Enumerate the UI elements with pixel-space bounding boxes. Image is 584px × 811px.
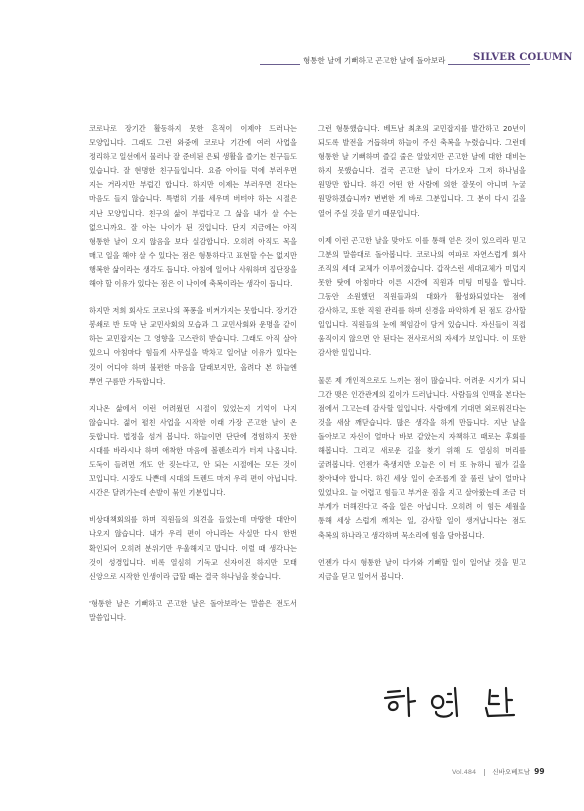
paragraph: 물론 제 개인적으로도 느끼는 점이 많습니다. 어려운 시기가 되니 그간 맺은 인간관계의 깊이가 드러납니다. 사람들의 인맥을 본다는 점에서 그고는데 감사할 일입니다. 사람에게 기대면 외로워진다는 것을 새삼 깨닫습니다. 많은 생각을 하게 만듭니다. 지난 날을 돌아보고 자신이 얼마나 바보 같았는지 자책하고 때로는 후회를 해봅니다. 그리고 새로운 길을 찾기 위해 도 열심히 머리를 굴려봅니다. 언젠가 축생지만 오늘은 이 터 또 뉴하니 필가 길을 찾아내야 합니다. 하긴 세상 일이 순조롭게 잘 풀린 날이 얼마나 있었나요. 늘 어렵고 힘들고 부거운 짐을 지고 살아왔는데 조금 더 부게가 더해진다고 죽을 일은 아닙니다. 오히려 이 힘든 세월을 통해 세상 스럽게 깨치는 일, 감사할 일이 생겨납니다는 점도 축복의 하나라고 생각하며 묵소리에 힘을 담아봅니다. bbox=[318, 375, 526, 540]
magazine-name: 신바오베트남 bbox=[492, 768, 531, 776]
page-number: 99 bbox=[534, 767, 545, 776]
paragraph: 그런 형통했습니다. 베트남 최초의 교민잡지를 발간하고 20년이 되도록 발전을 거듭하며 하늘이 주신 축복을 누렸습니다. 그런데 형통한 날 기뻐하며 즐길 줄은 알았지만 곤고한 날에 대한 대비는 하지 못했습니다. 결국 곤고한 날이 다가오자 그저 하나님을 원망만 합니다. 하긴 어떤 한 사람에 의한 잘못이 아니며 누굴 원망하겠습니까? 변변한 게 바로 그분입니다. 그 분이 다시 길을 열어 주실 것을 믿기 때문입니다. bbox=[318, 124, 526, 218]
left-column bbox=[89, 122, 297, 638]
page-footer bbox=[452, 767, 545, 776]
paragraph: 언젠가 다시 형통한 날이 다가와 기뻐할 일이 일어날 것을 믿고 지금을 딛고 일어서 봅니다. bbox=[318, 557, 526, 581]
paragraph: 이제 이런 곤고한 날을 맞아도 이를 통해 얻은 것이 있으리라 믿고 그분의 말씀대로 돌아봅니다. 코로나의 여파로 자연스럽게 회사 조직의 세대 교체가 이루어졌습니다. 갑작스런 세대교체가 미덥지 못한 탓에 아침마다 이른 시간에 직원과 미팅 미팅을 합니다. 그동안 소원했던 직원들과의 대화가 활성화되었다는 점에 감사하고, 또한 직원 관리를 하며 신경을 파악하게 된 점도 감사할 일입니다. 직원들의 눈에 책임감이 담겨 있습니다. 자신들이 직접 움직이지 않으면 안 된다는 전사로서의 자세가 보입니다. 이 또한 감사한 일입니다. bbox=[318, 235, 526, 358]
paragraph: 비상대책회의를 하며 직원들의 의견을 들었는데 마땅한 대안이 나오지 않습니다. 내가 우리 편이 아니라는 사실만 다시 한번 확인되어 오히려 분위기만 우울해지고 맙니다. 이럴 때 생각나는 것이 성경입니다. 비록 열심히 기독교 신자이진 하지만 모태 신앙으로 시작한 인생이라 급할 때는 결국 하나님을 찾습니다. bbox=[89, 515, 297, 581]
section-brand: SILVER COLUMN bbox=[470, 52, 576, 63]
author-signature bbox=[378, 682, 538, 722]
paragraph: 지나온 삶에서 이런 어려웠던 시절이 있었는지 기억이 나지 않습니다. 젊어 펼친 사업을 시작한 이래 가장 곤고한 날이 온 듯합니다. 법정을 섬겨 봅니다. 하늘이면 단단에 경험하지 못한 시대를 바라시나 하며 애착한 마음에 볼렌소리가 터져 나옵니다. 도둑이 들려면 개도 안 짖는다고, 안 되는 시절에는 모든 것이 꼬입니다. 시장도 나쁜데 시대의 트렌드 마저 우리 편이 아닙니다. 시간은 달려가는데 손발이 묶인 기분입니다. bbox=[89, 403, 297, 498]
paragraph: 코로나로 장기간 활동하지 못한 흔적이 이제야 드러나는 모양입니다. 그래도 그런 와중에 코로나 기간에 여러 사업을 정리하고 일선에서 물러나 잘 준비된 은퇴 생활을 즐기는 친구들도 있습니다. 잘 현명한 친구들입니다. 요즘 아이들 덕에 부러우면 지는 거라지만 부럽긴 합니다. 하지만 이제는 부러우면 진다는 마음도 들지 않습니다. 특별히 기를 세우며 버텨야 하는 시절은 지난 모양입니다. 친구의 삶이 부럽다고 그 삶을 내가 살 수는 없으니까요. 잘 아는 나이가 된 것입니다. 단지 지금에는 아직 형통한 날이 오지 않음을 보다 실감합니다. 오히려 아직도 목을 매고 일을 해야 살 수 있다는 점은 형통하다고 표현할 수는 없지만 행복한 삶이라는 생각도 듭니다. 아침에 일어나 사워하며 집단장을 해야 할 이유가 있다는 점은 이 나이에 축복이라는 생각이 듭니다. bbox=[89, 124, 297, 289]
footer-divider bbox=[484, 769, 485, 776]
paragraph: '형통한 날은 기뻐하고 곤고한 날은 돌아보라'는 말씀은 전도서 말씀입니다. bbox=[89, 598, 297, 622]
right-column bbox=[318, 122, 526, 597]
volume-label: Vol.484 bbox=[452, 768, 477, 776]
header-tagline: 형통한 날에 기뻐하고 곤고한 날에 돌아보라 bbox=[300, 55, 448, 66]
paragraph: 하지만 저희 회사도 코로나의 폭퐁을 비켜가지는 못합니다. 장기간 봉쇄로 반 토막 난 교민사회의 모습과 그 교민사회와 운명을 같이 하는 교민잡지는 그 영향을 고스란히 받습니다. 그래도 아직 살아 있으니 아침마다 힘들게 사무실을 박차고 일어날 이유가 있다는 것이 어디야 하며 불편한 마음을 달래보지만, 올려다 본 하늘엔 뿌연 구름만 가득합니다. bbox=[89, 306, 297, 386]
